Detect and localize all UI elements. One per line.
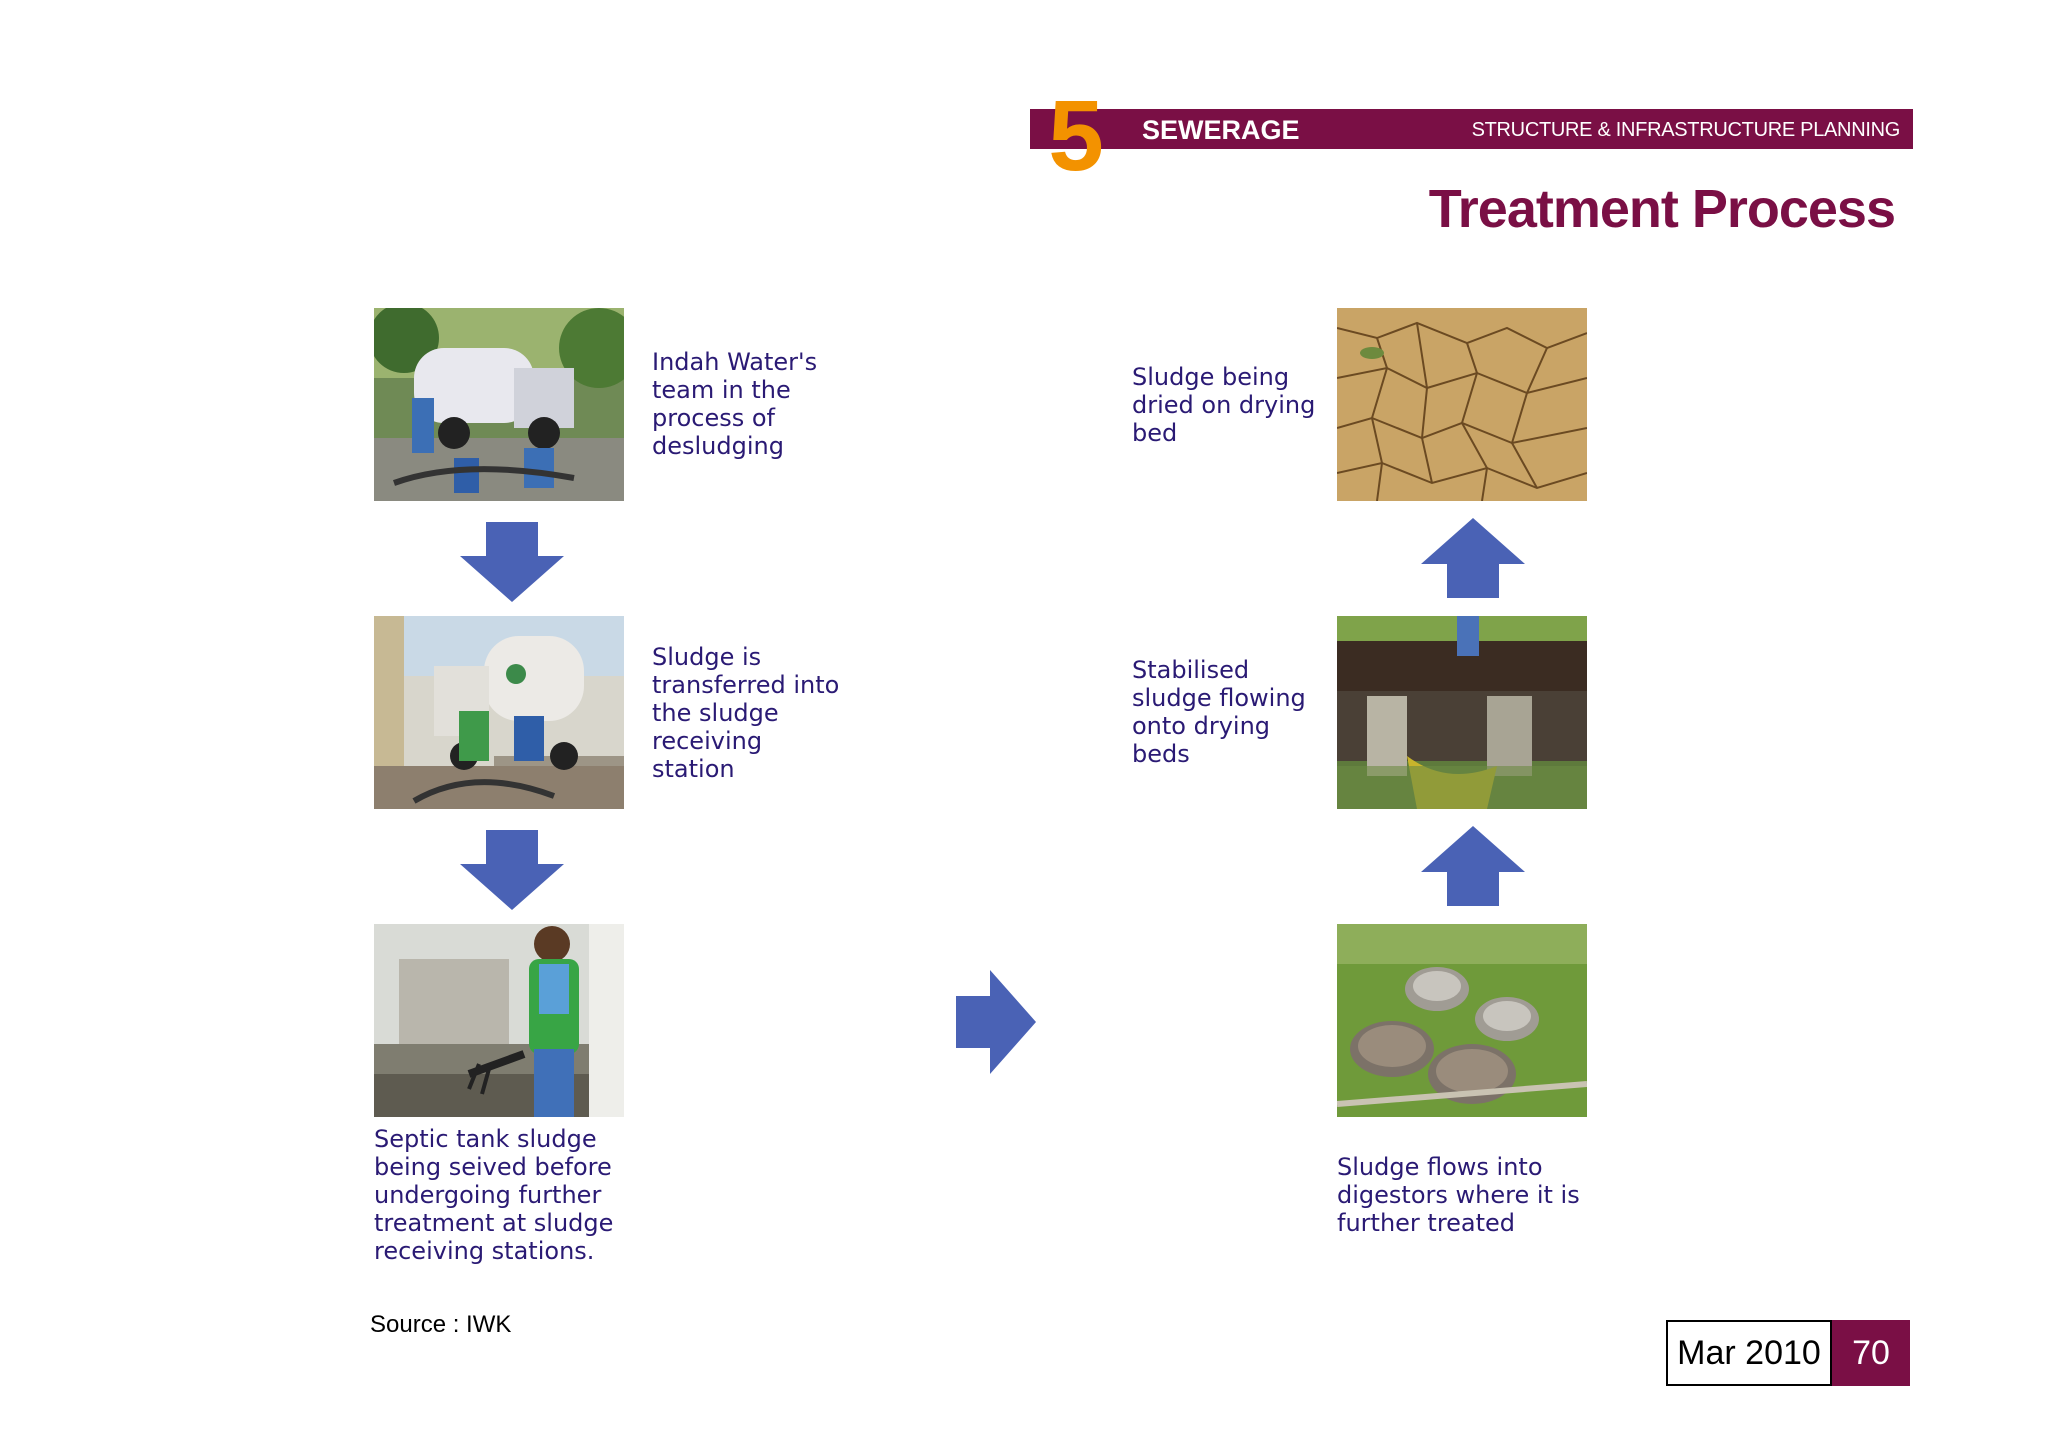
stabilised-sludge-caption: Stabilised sludge flowing onto drying beds bbox=[1132, 656, 1306, 768]
page-title: Treatment Process bbox=[1428, 179, 1895, 239]
sieving-caption: Septic tank sludge being seived before undergoing further treatment at sludge receiving stations. bbox=[374, 1125, 614, 1265]
section-title: SEWERAGE bbox=[1142, 115, 1300, 145]
arrow-up-icon bbox=[1421, 518, 1525, 598]
desludging-caption: Indah Water's team in the process of desludging bbox=[652, 348, 818, 460]
section-number: 5 bbox=[1048, 80, 1104, 192]
transfer-caption: Sludge is transferred into the sludge receiving station bbox=[652, 643, 840, 783]
drying-bed-caption: Sludge being dried on drying bed bbox=[1132, 363, 1316, 447]
transfer-photo bbox=[374, 616, 624, 809]
page-number: 70 bbox=[1832, 1320, 1910, 1386]
stabilised-sludge-photo bbox=[1337, 616, 1587, 809]
arrow-down-icon bbox=[460, 522, 564, 602]
drying-bed-photo bbox=[1337, 308, 1587, 501]
arrow-up-icon bbox=[1421, 826, 1525, 906]
digestors-caption: Sludge flows into digestors where it is further treated bbox=[1337, 1153, 1580, 1237]
arrow-right-icon bbox=[956, 970, 1036, 1074]
digestors-photo bbox=[1337, 924, 1587, 1117]
sieving-photo bbox=[374, 924, 624, 1117]
date-label: Mar 2010 bbox=[1666, 1320, 1832, 1386]
desludging-photo bbox=[374, 308, 624, 501]
arrow-down-icon bbox=[460, 830, 564, 910]
section-subtitle: STRUCTURE & INFRASTRUCTURE PLANNING bbox=[1471, 119, 1900, 141]
source-note: Source : IWK bbox=[370, 1311, 512, 1338]
